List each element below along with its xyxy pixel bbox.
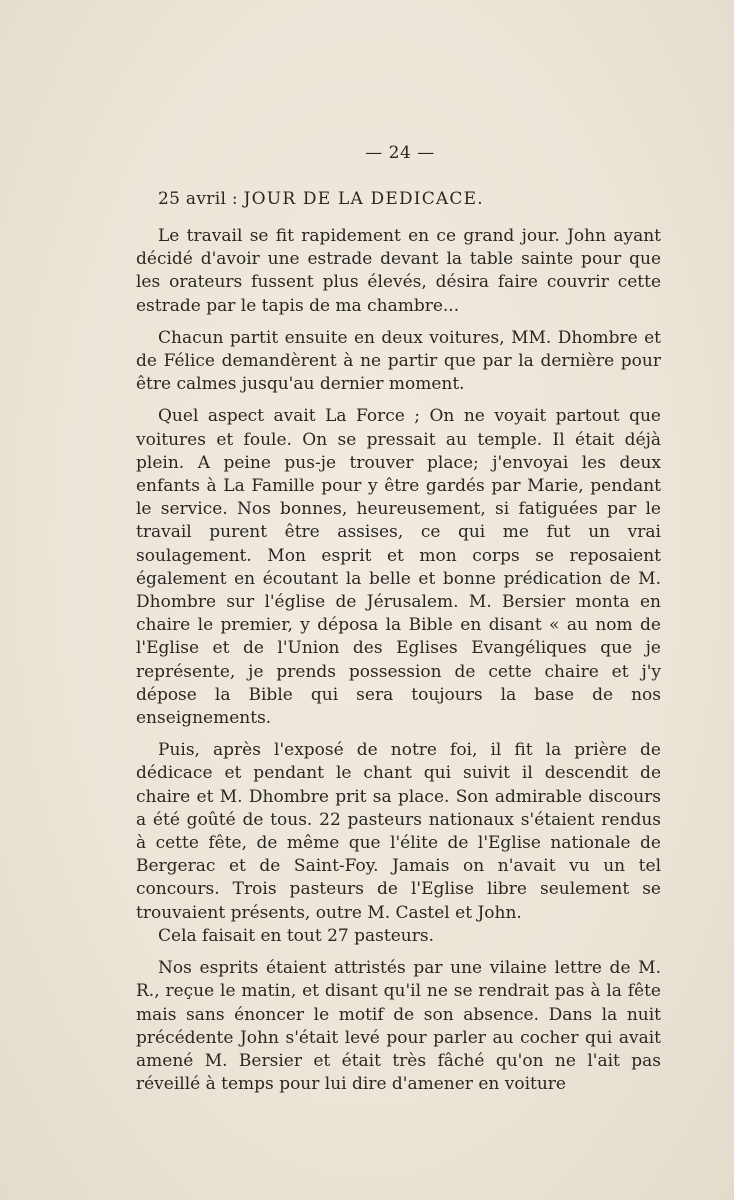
entry-title: JOUR DE LA DEDICACE. <box>243 189 484 209</box>
entry-date: 25 avril : <box>158 189 238 209</box>
paragraph: Chacun partit ensuite en deux voitures, MM. Dhombre et de Félice demandèrent à ne partir que par la dernière pour être calmes jusqu'au dernier moment. <box>136 327 661 395</box>
entry-heading <box>158 189 484 209</box>
paragraph: Quel aspect avait La Force ; On ne voyait partout que voitures et foule. On se pressait au temple. Il était déjà plein. A peine pus-je trouver place; j'envoyai les deux enfants à La Famille pour y être gardés par Marie, pendant le service. Nos bonnes, heureusement, si fatiguées par le travail purent être assises, ce qui me fut un vrai soulagement. Mon esprit et mon corps se reposaient également en écoutant la belle et bonne prédication de M. Dhombre sur l'église de Jérusalem. M. Bersier monta en chaire le premier, y déposa la Bible en disant « au nom de l'Eglise et de l'Union des Eglises Evangéliques que je représente, je prends possession de cette chaire et j'y dépose la Bible qui sera toujours la base de nos enseignements. <box>136 406 661 729</box>
body-text <box>136 225 661 1096</box>
paragraph: Puis, après l'exposé de notre foi, il fit la prière de dédicace et pendant le chant qui suivit il descendit de chaire et M. Dhombre prit sa place. Son admirable discours a été goûté de tous. 22 pasteurs nationaux s'étaient rendus à cette fête, de même que l'élite de l'Eglise nationale de Bergerac et de Saint-Foy. Jamais on n'avait vu un tel concours. Trois pasteurs de l'Eglise libre seulement se trouvaient présents, outre M. Castel et John. <box>136 740 661 923</box>
paragraph: Nos esprits étaient attristés par une vilaine lettre de M. R., reçue le matin, et disant qu'il ne se rendrait pas à la fête mais sans énoncer le motif de son absence. Dans la nuit précédente John s'était levé pour parler au cocher qui avait amené M. Bersier et était très fâché qu'on ne l'ait pas réveillé à temps pour lui dire d'amener en voiture <box>136 958 661 1095</box>
paragraph: Le travail se fit rapidement en ce grand jour. John ayant décidé d'avoir une estrade devant la table sainte pour que les orateurs fussent plus élevés, désira faire couvrir cette estrade par le tapis de ma chambre... <box>136 226 661 316</box>
page-number: — 24 — <box>365 143 435 163</box>
paragraph: Cela faisait en tout 27 pasteurs. <box>158 925 434 946</box>
